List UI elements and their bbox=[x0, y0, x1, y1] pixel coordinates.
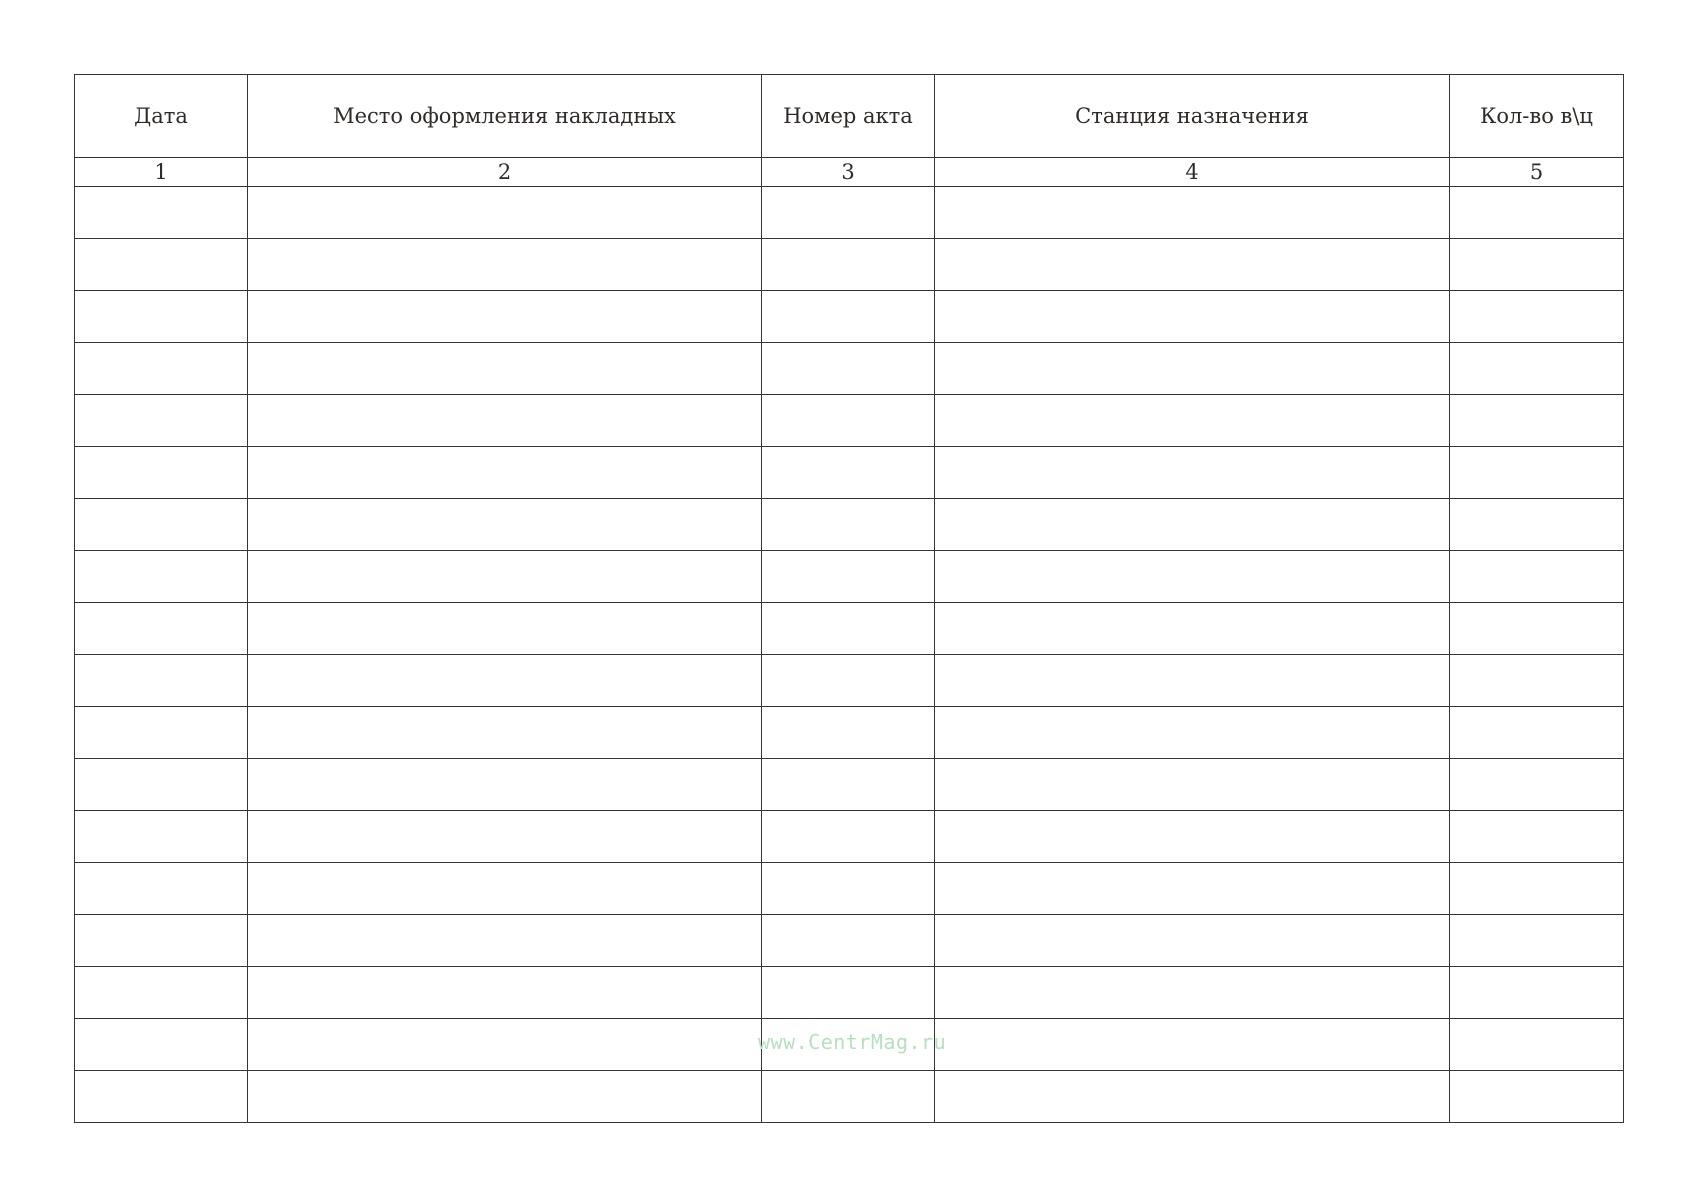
table-cell bbox=[762, 239, 935, 291]
table-cell bbox=[248, 863, 762, 915]
table-row bbox=[75, 603, 1624, 655]
header-row bbox=[75, 75, 1624, 158]
table-cell bbox=[248, 499, 762, 551]
table-cell bbox=[935, 759, 1450, 811]
column-header-act-number: Номер акта bbox=[762, 75, 935, 158]
table-cell bbox=[75, 915, 248, 967]
table-cell bbox=[935, 447, 1450, 499]
register-sheet bbox=[74, 74, 1623, 1141]
register-table bbox=[74, 74, 1624, 1123]
table-cell bbox=[1450, 291, 1624, 343]
table-cell bbox=[1450, 915, 1624, 967]
table-row bbox=[75, 187, 1624, 239]
table-cell bbox=[935, 499, 1450, 551]
table-row bbox=[75, 343, 1624, 395]
table-cell bbox=[75, 343, 248, 395]
table-row bbox=[75, 1071, 1624, 1123]
table-cell bbox=[935, 1071, 1450, 1123]
table-row bbox=[75, 863, 1624, 915]
table-cell bbox=[1450, 811, 1624, 863]
column-number: 2 bbox=[248, 158, 762, 187]
table-row bbox=[75, 447, 1624, 499]
table-cell bbox=[248, 915, 762, 967]
watermark: www.CentrMag.ru bbox=[758, 1030, 947, 1054]
table-cell bbox=[762, 759, 935, 811]
table-cell bbox=[75, 655, 248, 707]
table-cell bbox=[762, 707, 935, 759]
table-cell bbox=[75, 1071, 248, 1123]
table-cell bbox=[935, 655, 1450, 707]
table-cell bbox=[935, 343, 1450, 395]
table-cell bbox=[1450, 759, 1624, 811]
table-cell bbox=[75, 551, 248, 603]
column-header-destination-station: Станция назначения bbox=[935, 75, 1450, 158]
table-cell bbox=[762, 551, 935, 603]
table-cell bbox=[248, 239, 762, 291]
table-row bbox=[75, 655, 1624, 707]
table-cell bbox=[1450, 187, 1624, 239]
table-row bbox=[75, 759, 1624, 811]
table-cell bbox=[75, 1019, 248, 1071]
table-cell bbox=[248, 343, 762, 395]
table-cell bbox=[75, 187, 248, 239]
table-cell bbox=[75, 863, 248, 915]
table-cell bbox=[75, 707, 248, 759]
table-cell bbox=[75, 759, 248, 811]
table-cell bbox=[248, 655, 762, 707]
table-cell bbox=[75, 291, 248, 343]
column-number: 3 bbox=[762, 158, 935, 187]
table-cell bbox=[75, 603, 248, 655]
table-cell bbox=[935, 603, 1450, 655]
column-number: 5 bbox=[1450, 158, 1624, 187]
table-cell bbox=[1450, 707, 1624, 759]
table-cell bbox=[935, 707, 1450, 759]
table-cell bbox=[248, 551, 762, 603]
table-cell bbox=[1450, 551, 1624, 603]
table-cell bbox=[75, 447, 248, 499]
table-cell bbox=[248, 811, 762, 863]
table-cell bbox=[762, 915, 935, 967]
table-cell bbox=[935, 967, 1450, 1019]
column-header-invoice-place: Место оформления накладных bbox=[248, 75, 762, 158]
table-cell bbox=[248, 1071, 762, 1123]
table-row bbox=[75, 967, 1624, 1019]
table-cell bbox=[762, 967, 935, 1019]
table-cell bbox=[1450, 447, 1624, 499]
table-cell bbox=[1450, 499, 1624, 551]
table-cell bbox=[762, 863, 935, 915]
table-cell bbox=[75, 967, 248, 1019]
table-cell bbox=[75, 811, 248, 863]
table-cell bbox=[248, 603, 762, 655]
table-row bbox=[75, 395, 1624, 447]
table-cell bbox=[935, 187, 1450, 239]
table-cell bbox=[762, 655, 935, 707]
table-cell bbox=[935, 395, 1450, 447]
table-cell bbox=[248, 1019, 762, 1071]
column-header-quantity: Кол-во в\ц bbox=[1450, 75, 1624, 158]
column-number: 4 bbox=[935, 158, 1450, 187]
table-row bbox=[75, 915, 1624, 967]
table-body bbox=[75, 187, 1624, 1123]
table-cell bbox=[1450, 863, 1624, 915]
table-cell bbox=[762, 291, 935, 343]
table-cell bbox=[762, 603, 935, 655]
table-cell bbox=[762, 395, 935, 447]
table-cell bbox=[1450, 1019, 1624, 1071]
table-cell bbox=[248, 447, 762, 499]
table-cell bbox=[1450, 1071, 1624, 1123]
table-cell bbox=[248, 291, 762, 343]
table-row bbox=[75, 707, 1624, 759]
table-cell bbox=[762, 187, 935, 239]
table-cell bbox=[762, 343, 935, 395]
table-cell bbox=[762, 447, 935, 499]
table-row bbox=[75, 239, 1624, 291]
table-cell bbox=[1450, 967, 1624, 1019]
table-cell bbox=[935, 551, 1450, 603]
table-row bbox=[75, 499, 1624, 551]
column-header-date: Дата bbox=[75, 75, 248, 158]
table-cell bbox=[75, 395, 248, 447]
table-cell bbox=[248, 187, 762, 239]
table-cell bbox=[935, 291, 1450, 343]
table-cell bbox=[1450, 343, 1624, 395]
table-row bbox=[75, 291, 1624, 343]
table-cell bbox=[1450, 395, 1624, 447]
table-cell bbox=[1450, 239, 1624, 291]
table-cell bbox=[762, 499, 935, 551]
table-cell bbox=[75, 499, 248, 551]
table-cell bbox=[762, 811, 935, 863]
table-cell bbox=[935, 239, 1450, 291]
table-cell bbox=[248, 967, 762, 1019]
table-cell bbox=[75, 239, 248, 291]
table-cell bbox=[935, 1019, 1450, 1071]
table-cell bbox=[1450, 603, 1624, 655]
table-cell bbox=[762, 1071, 935, 1123]
table-cell bbox=[935, 863, 1450, 915]
table-cell bbox=[248, 395, 762, 447]
column-number: 1 bbox=[75, 158, 248, 187]
table-cell bbox=[248, 707, 762, 759]
table-cell bbox=[935, 915, 1450, 967]
table-cell bbox=[935, 811, 1450, 863]
column-number-row bbox=[75, 158, 1624, 187]
table-cell bbox=[1450, 655, 1624, 707]
table-row bbox=[75, 551, 1624, 603]
table-cell bbox=[248, 759, 762, 811]
table-row bbox=[75, 811, 1624, 863]
